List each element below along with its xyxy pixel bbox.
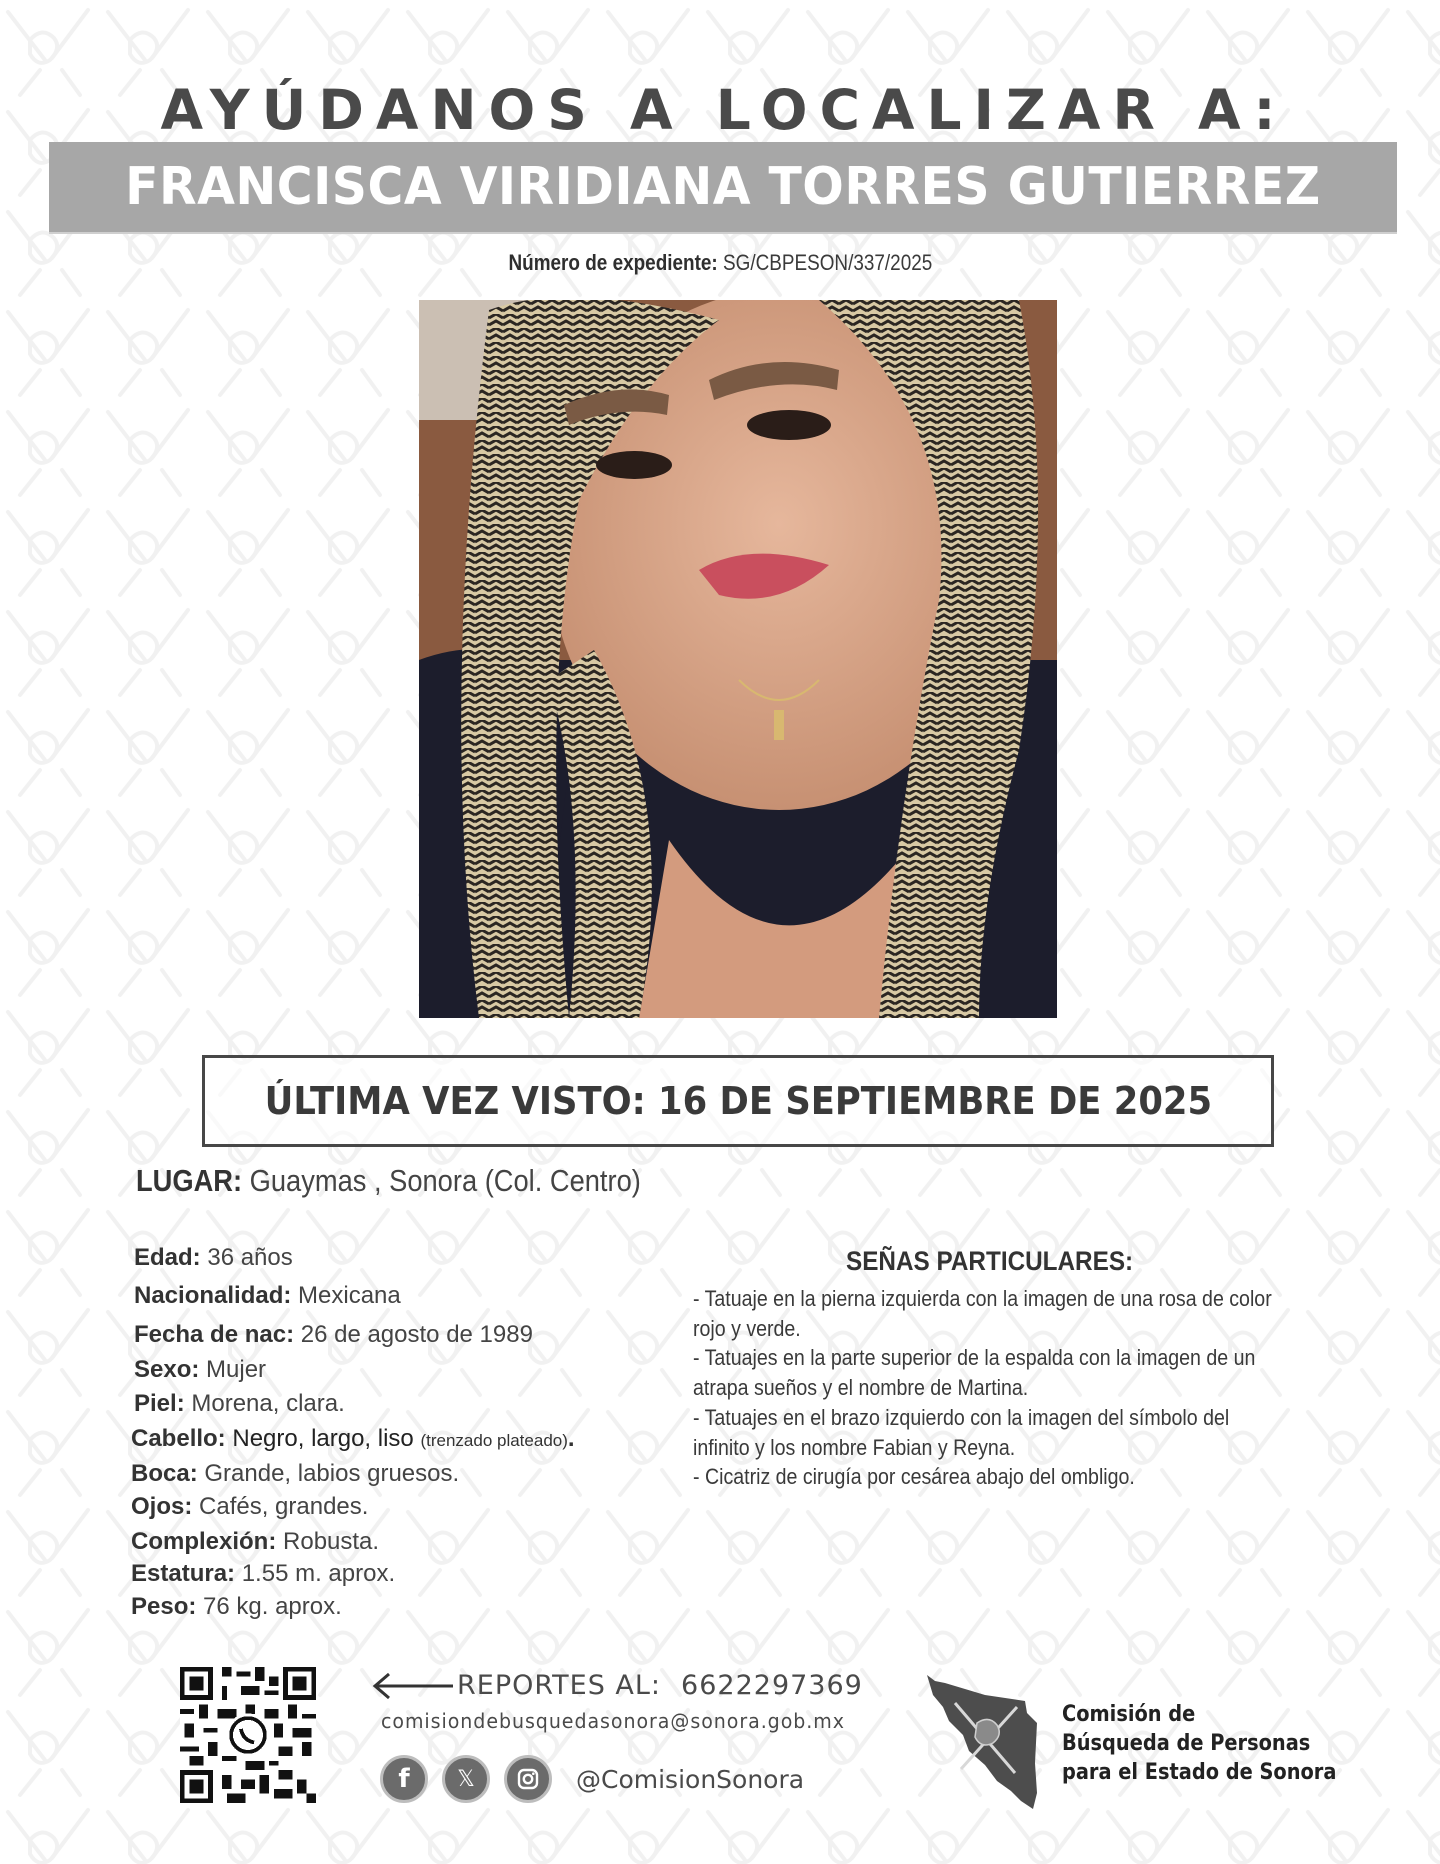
marks-line: - Cicatriz de cirugía por cesárea abajo del ombligo.: [693, 1464, 1135, 1490]
arrow-left-icon: [371, 1671, 455, 1701]
sonora-map-logo-icon: [925, 1673, 1039, 1811]
detail-ojos: [131, 1493, 368, 1521]
contact-email[interactable]: comisiondebusquedasonora@sonora.gob.mx: [381, 1709, 845, 1733]
detail-value: Morena, clara.: [191, 1390, 345, 1417]
detail-label: Ojos:: [131, 1493, 193, 1520]
instagram-glyph-icon: [516, 1767, 540, 1791]
detail-value: Mexicana: [298, 1282, 401, 1309]
report-phone[interactable]: 6622297369: [681, 1670, 863, 1701]
detail-cabello: [131, 1425, 575, 1453]
detail-value: 76 kg. aprox.: [203, 1593, 342, 1620]
detail-estatura: [131, 1560, 395, 1588]
detail-fecha-nac: [134, 1321, 533, 1349]
location-value: Guaymas , Sonora (Col. Centro): [249, 1163, 641, 1198]
detail-piel: [134, 1390, 345, 1418]
marks-line: - Tatuajes en la parte superior de la espalda con la imagen de un: [693, 1345, 1256, 1371]
org-line: Comisión de: [1062, 1702, 1196, 1727]
x-icon[interactable]: 𝕏: [442, 1755, 490, 1803]
detail-suffix: .: [567, 1425, 575, 1452]
marks-line: infinito y los nombre Fabian y Reyna.: [693, 1434, 1016, 1460]
last-seen-box: [202, 1055, 1274, 1147]
marks-line: - Tatuajes en el brazo izquierdo con la imagen del símbolo del: [693, 1404, 1230, 1430]
detail-value: 26 de agosto de 1989: [300, 1321, 533, 1348]
detail-edad: [134, 1244, 293, 1272]
detail-value: Grande, labios gruesos.: [204, 1460, 460, 1487]
report-label: REPORTES AL:: [457, 1670, 662, 1701]
report-line: [371, 1670, 863, 1701]
case-number: [0, 250, 1440, 276]
detail-label: Boca:: [131, 1460, 198, 1487]
detail-sexo: [134, 1356, 266, 1384]
case-number-value: SG/CBPESON/337/2025: [722, 250, 932, 275]
marks-line: atrapa sueños y el nombre de Martina.: [693, 1375, 1029, 1401]
detail-value: Negro, largo, liso: [232, 1425, 414, 1452]
last-seen-date: ÚLTIMA VEZ VISTO: 16 DE SEPTIEMBRE DE 2025: [264, 1079, 1212, 1123]
detail-label: Estatura:: [131, 1560, 236, 1587]
detail-label: Complexión:: [131, 1528, 277, 1555]
social-links: [380, 1755, 804, 1803]
detail-value: 36 años: [207, 1244, 293, 1271]
case-number-label: Número de expediente:: [508, 250, 718, 275]
detail-value: Cafés, grandes.: [199, 1493, 369, 1520]
detail-peso: [131, 1593, 342, 1621]
detail-value: Mujer: [206, 1356, 267, 1383]
detail-label: Sexo:: [134, 1356, 200, 1383]
detail-value: 1.55 m. aprox.: [241, 1560, 396, 1587]
instagram-icon[interactable]: [504, 1755, 552, 1803]
detail-value: Robusta.: [283, 1528, 380, 1555]
detail-note: (trenzado plateado): [420, 1431, 568, 1450]
location-label: LUGAR:: [136, 1163, 243, 1198]
whatsapp-qr-code-icon[interactable]: [180, 1667, 316, 1803]
facebook-icon[interactable]: f: [380, 1755, 428, 1803]
org-line: para el Estado de Sonora: [1062, 1760, 1337, 1785]
marks-line: - Tatuaje en la pierna izquierda con la imagen de una rosa de color: [693, 1286, 1272, 1311]
poster-title: AYÚDANOS A LOCALIZAR A:: [160, 78, 1288, 142]
location: [136, 1163, 641, 1199]
missing-person-photo: [419, 300, 1057, 1018]
organization-name: [1062, 1700, 1336, 1787]
distinguishing-marks-list: [693, 1284, 1387, 1492]
detail-label: Peso:: [131, 1593, 197, 1620]
social-handle[interactable]: @ComisionSonora: [576, 1764, 805, 1794]
detail-boca: [131, 1460, 459, 1488]
detail-label: Edad:: [134, 1244, 201, 1271]
detail-label: Piel:: [134, 1390, 185, 1417]
org-line: Búsqueda de Personas: [1062, 1731, 1311, 1756]
detail-label: Fecha de nac:: [134, 1321, 295, 1348]
detail-nacionalidad: [134, 1282, 401, 1310]
marks-line: rojo y verde.: [693, 1315, 801, 1341]
detail-complexion: [131, 1528, 379, 1556]
missing-person-name: FRANCISCA VIRIDIANA TORRES GUTIERREZ: [125, 157, 1321, 217]
detail-label: Cabello:: [131, 1425, 226, 1452]
missing-person-name-band: [49, 142, 1397, 232]
detail-label: Nacionalidad:: [134, 1282, 292, 1309]
distinguishing-marks-title: SEÑAS PARTICULARES:: [846, 1246, 1134, 1276]
